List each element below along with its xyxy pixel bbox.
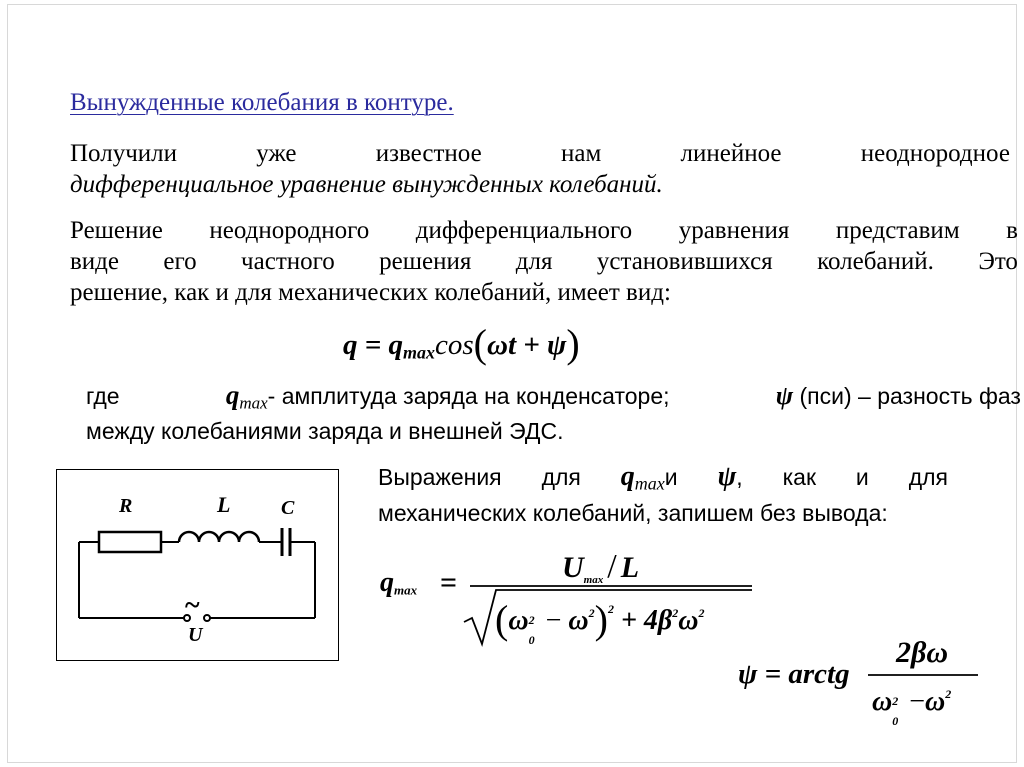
formula-psi-denominator (872, 686, 952, 728)
word: и (664, 464, 678, 490)
word: для (908, 464, 948, 490)
equation-sub: max (403, 342, 435, 363)
equals-sign: = (440, 566, 458, 599)
ac-source-icon: ~ (185, 590, 200, 621)
omega-symbol: ω (568, 605, 589, 636)
minus-sign: − (909, 686, 926, 717)
word: как (782, 464, 816, 490)
paragraph-solution (70, 215, 1018, 308)
paragraph-where-line1 (86, 381, 1021, 417)
paren-close: ) (566, 321, 580, 366)
word: дифференциального (415, 217, 633, 244)
word: неоднородного (209, 217, 370, 244)
q-subscript: max (634, 473, 665, 494)
exponent: 2 (698, 606, 705, 620)
word: его (163, 248, 197, 275)
word: установившихся (596, 248, 773, 275)
exponent: 2 (588, 606, 595, 620)
word: виде (70, 248, 119, 275)
formula-psi-numerator: 2βω (896, 636, 949, 669)
word: нам (560, 140, 602, 167)
word: для (515, 248, 553, 275)
resistor-symbol (99, 532, 161, 552)
word: Решение (70, 217, 163, 244)
word: и (855, 464, 869, 490)
formula-qmax-lhs (380, 567, 417, 599)
q-subscript: max (239, 393, 268, 413)
subscript-zero: 0 (892, 714, 899, 728)
amplitude-text: - амплитуда заряда на конденсаторе; (267, 383, 670, 409)
equation-argument: ωt + ψ (486, 329, 567, 361)
q-symbol: q (380, 567, 394, 598)
paren-open: ( (495, 597, 509, 642)
voltage-subscript: max (583, 574, 604, 586)
word: , (736, 464, 743, 490)
equation-cos: cos (434, 329, 474, 361)
equation-lhs: q = q (343, 329, 404, 361)
phase-text: (пси) – разность фаз (799, 383, 1021, 409)
terminal (204, 615, 210, 621)
inductor-symbol (179, 532, 259, 542)
exponent: 2 (528, 613, 535, 627)
psi-symbol: ψ (775, 381, 794, 410)
word: где (86, 383, 120, 409)
word: в (1006, 217, 1018, 244)
word: уже (256, 140, 297, 167)
slash: / (607, 548, 617, 585)
paren-open: ( (473, 321, 487, 366)
paragraph-where (86, 381, 1021, 446)
label-inductor: L (217, 492, 231, 517)
label-resistor: R (119, 495, 133, 517)
paragraph-intro-line2: дифференциальное уравнение вынужденных колебаний. (70, 171, 663, 198)
formula-psi-lhs: ψ = arctg (738, 658, 850, 690)
equation-main (343, 320, 580, 367)
voltage-symbol: U (562, 551, 584, 584)
word: неоднородное (860, 140, 1010, 167)
q-symbol: q (620, 461, 635, 492)
inductance-symbol: L (620, 551, 640, 584)
word: колебаний. (817, 248, 934, 275)
paragraph-expressions-line1 (378, 462, 948, 499)
omega0-symbol: ω (508, 605, 529, 636)
paragraph-solution-line3: решение, как и для механических колебаний, имеет вид: (70, 279, 671, 306)
fraction-bar (868, 672, 980, 678)
paragraph-where-line2: между колебаниями заряда и внешней ЭДС. (86, 418, 564, 445)
omega-symbol: ω (925, 686, 946, 717)
paragraph-solution-line2 (70, 246, 1018, 277)
label-voltage: U (188, 624, 203, 646)
circuit-diagram (56, 469, 339, 661)
label-capacitor: C (281, 497, 295, 519)
paragraph-expressions-line2: механических колебаний, запишем без вывода: (378, 499, 888, 526)
q-subscript: max (394, 582, 418, 598)
subscript-zero: 0 (528, 633, 535, 647)
minus-sign: − (545, 605, 562, 636)
word: частного (241, 248, 335, 275)
word: для (541, 464, 581, 490)
plus-beta: + 4β (620, 605, 673, 636)
slide-title: Вынужденные колебания в контуре. (70, 89, 454, 116)
formula-qmax-denominator (495, 596, 705, 647)
paragraph-expressions (378, 462, 948, 528)
exponent: 2 (672, 606, 679, 620)
exponent: 2 (892, 694, 899, 708)
word: решения (379, 248, 472, 275)
word: Это (978, 248, 1018, 275)
paragraph-solution-line1 (70, 215, 1018, 246)
word: Выражения (378, 464, 502, 490)
exponent: 2 (607, 602, 614, 616)
word: Получили (70, 140, 178, 167)
psi-symbol: ψ (717, 461, 737, 492)
omega0-symbol: ω (872, 686, 893, 717)
word: уравнения (678, 217, 790, 244)
q-symbol: q (225, 380, 240, 410)
paren-close: ) (594, 597, 608, 642)
word: представим (835, 217, 960, 244)
exponent: 2 (945, 687, 952, 701)
paragraph-intro (70, 138, 1010, 200)
word: известное (375, 140, 482, 167)
word: линейное (680, 140, 782, 167)
paragraph-intro-line1 (70, 138, 1010, 169)
omega-symbol: ω (678, 605, 699, 636)
